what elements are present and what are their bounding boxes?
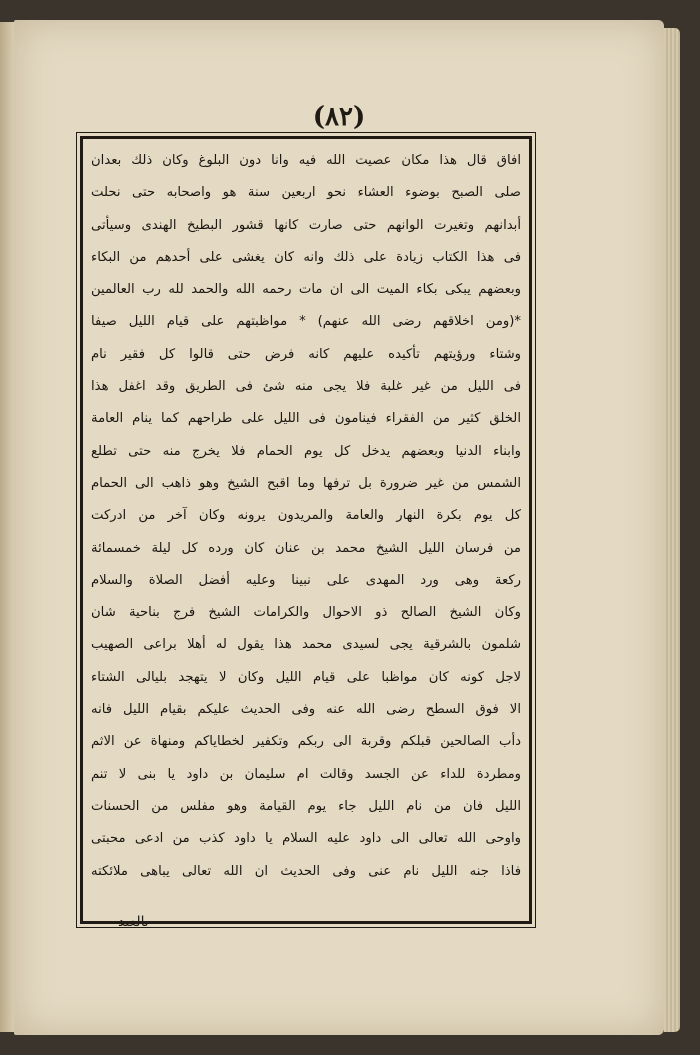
text-line: دأب الصالحين قبلكم وقربة الى ربكم وتكفير لخطاياكم ومنهاة عن الاثم [91,734,521,750]
text-block [91,145,521,888]
text-line: ركعة وهى ورد المهدى على نبينا وعليه أفضل الصلاة والسلام [91,572,521,588]
left-page-edge [0,22,15,1032]
book-page [14,20,664,1035]
text-line: الا فوق السطح رضى الله عنه وفى الحديث عليكم بقيام الليل فانه [91,702,521,718]
text-line: وكان الشيخ الصالح ذو الاحوال والكرامات الشيخ فرج بناحية شان [91,605,521,621]
page-number: (٨٢) [312,102,366,132]
text-line: الخلق كثير من الفقراء فينامون فى الليل على طراحهم كما ينام العامة [91,411,521,427]
text-line: افاق قال هذا مكان عصيت الله فيه وانا دون البلوغ وكان ذلك بعدان [91,153,521,168]
text-line: ومطردة للداء عن الجسد وقالت ام سليمان بن داود يا بنى لا تنم [91,766,521,782]
text-line: فى هذا الكتاب زيادة على ذلك وانه كان يغشى على أحدهم من البكاء [91,249,521,265]
text-line: لاجل كونه كان مواظبا على قيام الليل وكان لا يتهجد بليالى الشتاء [91,669,521,685]
text-line: *(ومن اخلاقهم رضى الله عنهم) * مواظبتهم على قيام الليل صيفا [91,314,521,330]
text-line: الليل فان من نام الليل جاء يوم القيامة وهو مفلس من الحسنات [91,798,521,814]
catchword: بالعبد [118,914,149,930]
page-stack-edge [664,28,680,1032]
text-line: وشتاء ورؤيتهم تأكيده عليهم كانه فرض حتى قالوا كل فقير نام [91,346,521,362]
text-line: أبدانهم وتغيرت الوانهم حتى صارت كانها قشور البطيخ الهندى وسيأتى [91,217,521,233]
text-line: وابناء الدنيا وبعضهم يدخل كل يوم الحمام فلا يخرج منه حتى تطلع [91,443,521,459]
text-line: من فرسان الليل الشيخ محمد بن عنان كان ورده كل ليلة خمسمائة [91,540,521,556]
text-line: الشمس من غير ضرورة بل ترفها وما اقبح الشيخ وهو ذاهب الى الحمام [91,475,521,491]
text-frame [80,136,532,924]
text-line: واوحى الله تعالى الى داود عليه السلام يا داود كذب من ادعى محبتى [91,831,521,847]
text-line: فى الليل من غير غلبة فلا يجى منه شئ فى الطريق وقد اغفل هذا [91,379,521,395]
text-line: وبعضهم يبكى بكاء الميت الى ان مات رحمه الله والحمد لله رب العالمين [91,282,521,298]
text-line: كل يوم بكرة النهار والعامة والمريدون يرونه وكان آخر من ادركت [91,508,521,524]
text-line: صلى الصبح بوضوء العشاء نحو اربعين سنة هو واصحابه حتى نحلت [91,185,521,201]
text-line: شلمون بالشرقية يجى لسيدى محمد هذا يقول له أهلا براعى الصهيب [91,637,521,653]
text-line: فاذا جنه الليل نام عنى وفى الحديث ان الله تعالى يباهى ملائكته [91,863,521,879]
